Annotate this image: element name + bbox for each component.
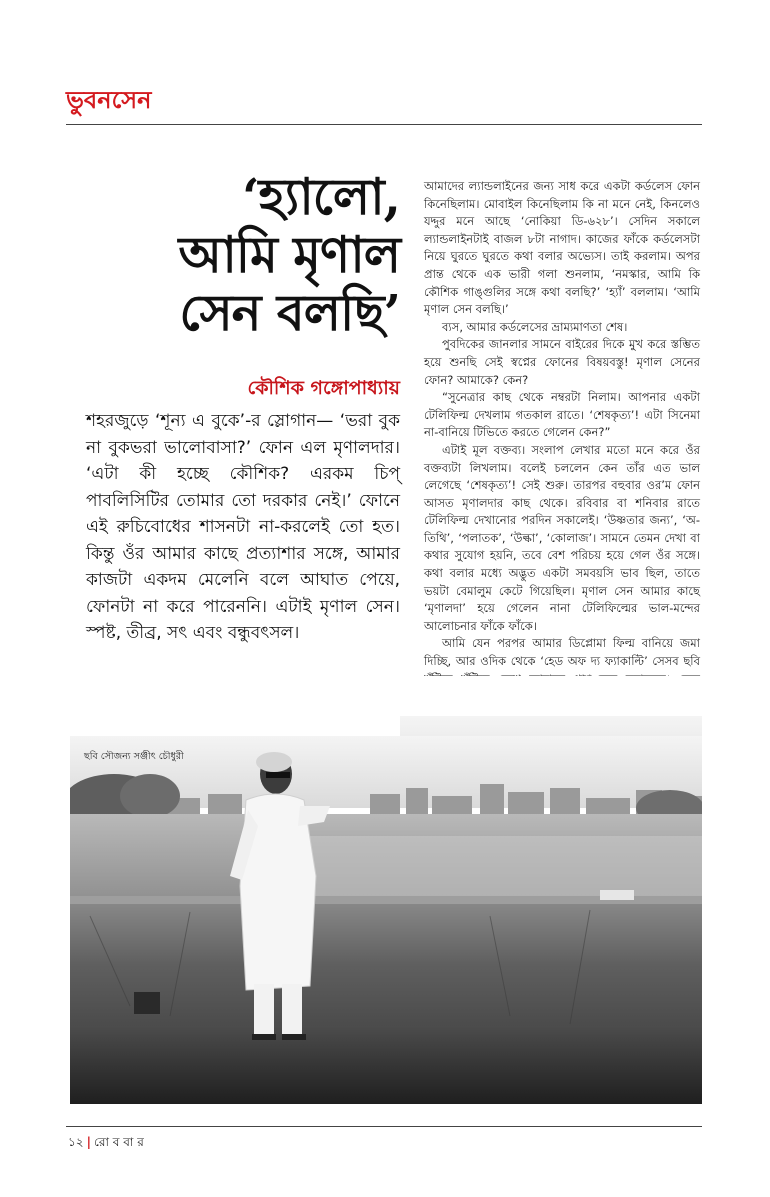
body-paragraph: আমাদের ল্যান্ডলাইনের জন্য সাধ করে একটা কর্ডলেস ফোন কিনেছিলাম। মোবাইল কিনেছিলাম কি না মনে নেই, কিনলেও যদ্দুর মনে আছে ‘নোকিয়া ডি-৬২৮’। সেদিন সকালে ল্যান্ডলাইনটাই বাজল ৮টা নাগাদ। কাজের ফাঁকে কর্ডলেসটা নিয়ে ঘুরতে ঘুরতে কথা বলার অভ্যেস। তাই করলাম। অপর প্রান্ত থেকে এক ভারী গলা শুনলাম, ‘নমস্কার, আমি কি কৌশিক গাঙ্গুলির সঙ্গে কথা বলছি?’ ‘হ্যাঁ’ বললাম। ‘আমি মৃণাল সেন বলছি।’ [424,179,700,317]
photo-credit: ছবি সৌজন্য সঞ্জীৎ চৌধুরী [84,751,184,762]
article-lede: শহরজুড়ে ‘শূন্য এ বুকে’-র স্লোগান— ‘ভরা বুক না বুকভরা ভালোবাসা?’ ফোন এল মৃণালদার। ‘এটা কী হচ্ছে কৌশিক? এরকম চিপ্‌ পাবলিসিটির তোমার তো দরকার নেই।’ ফোনে এই রুচিবোধের শাসনটা না-করলেই তো হত। কিন্তু ওঁর আমার কাছে প্রত্যাশার সঙ্গে, আমার কাজটা একদম মেলেনি বলে আঘাত পেয়ে, ফোনটা না করে পারেননি। এটাই মৃণাল সেন। স্পষ্ট, তীব্র, সৎ এবং বন্ধুবৎসল। [86,411,400,643]
body-paragraph: আমি যেন পরপর আমার ডিপ্লোমা ফিল্ম বানিয়ে জমা দিচ্ছি, আর ওদিক থেকে ‘হেড অফ দ্য ফ্যাকাল্টি’ সেসব ছবি [424,636,700,669]
publication-name: রো ব বা র [93,1135,144,1149]
body-paragraph: পুবদিকের জানলার সামনে বাইরের দিকে মুখ করে স্তম্ভিত হয়ে শুনছি সেই স্বপ্নের ফোনের বিষয়বস্তু! মৃণাল সেনের ফোন? আমাকে? কেন? [424,337,700,387]
footer-separator: | [86,1135,91,1149]
body-paragraph: এটাই মূল বক্তব্য। সংলাপ লেখার মতো মনে করে ওঁর বক্তব্যটা লিখলাম। বলেই চললেন কেন তাঁর এত ভাল লেগেছে ‘শেষকৃত্য’! সেই শুরু। তারপর বহুবার ওর’ম ফোন আসত মৃণালদার কাছ থেকে। রবিবার বা শনিবার রাতে টেলিফিল্ম দেখানোর পরদিন সকালেই। ‘উষ্ণতার জন্য’, ‘অ-তিথি’, ‘পলাতক’, ‘উল্কা’, ‘কোলাজ’। সামনে তেমন দেখা বা কথার সুযোগ হয়নি, তবে বেশ পরিচয় হয়ে গেল ওঁর সঙ্গে। কথা বলার মধ্যে অদ্ভুত একটা সমবয়সি ভাব ছিল, তাতে ভয়টা বেমালুম কেটে গিয়েছিল। মৃণাল সেন আমার কাছে ‘মৃণালদা’ হয়ে গেলেন নানা টেলিফিল্মের ভাল-মন্দের আলোচনার ফাঁকে ফাঁকে। [424,442,700,633]
body-paragraph: ব্যস, আমার কর্ডলেসের ভ্রাম্যমাণতা শেষ। [442,319,628,334]
article-photo [70,676,702,1104]
article-title: ‘হ্যালো, আমি মৃণাল সেন বলছি’ [178,167,400,342]
page-footer [68,1134,144,1154]
top-divider [66,124,702,125]
page-number: ১২ [68,1135,84,1149]
author-byline: কৌশিক গঙ্গোপাধ্যায় [247,377,400,399]
body-paragraph: “সুনেত্রার কাছ থেকে নম্বরটা নিলাম। আপনার একটা টেলিফিল্ম দেখলাম গতকাল রাতে। ‘শেষকৃত্য’! এটা সিনেমা না-বানিয়ে টিভিতে করতে গেলেন কেন?” [424,390,700,440]
section-label: ভুবনসেন [66,86,152,114]
bottom-divider [66,1126,702,1127]
